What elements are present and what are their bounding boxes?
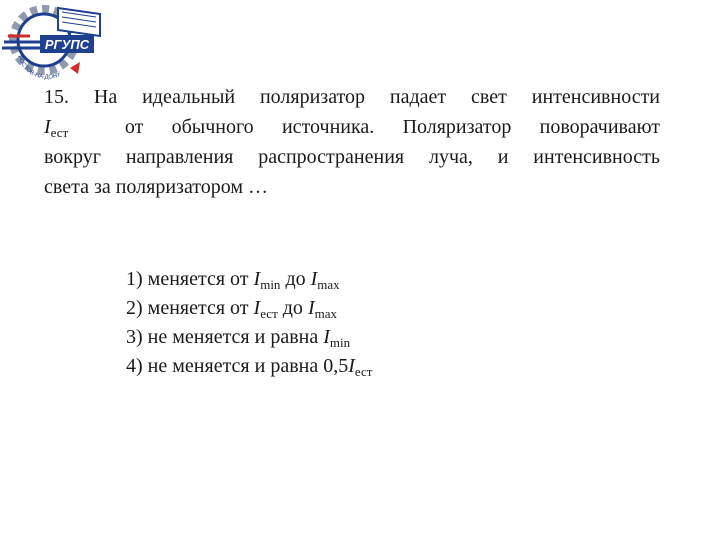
question-line-1: 15. На идеальный поляризатор падает свет интенсивности (44, 86, 661, 108)
university-logo (0, 0, 112, 80)
question-line-2: $I_{ест}$ от обычного источника. Поляризатор поворачивают (44, 116, 660, 140)
question-line-3: вокруг направления распространения луча, и интенсивность (44, 146, 660, 168)
logo-abbr: РГУПС (44, 37, 90, 52)
answer-option-4[interactable]: 4) не меняется и равна $0,5I_{ест}$ (126, 355, 373, 379)
answer-option-1[interactable]: 1) меняется от $I_{min}$ до $I_{max}$ (126, 268, 340, 292)
answer-option-3[interactable]: 3) не меняется и равна $I_{min}$ (126, 326, 351, 350)
logo-flag (70, 62, 80, 74)
question-line-4: света за поляризатором … (44, 176, 269, 198)
intensity-subscript: ест (50, 125, 69, 140)
rgups-emblem (0, 0, 112, 80)
logo-ring-text: РОСТОВ-НА-ДОНУ (16, 54, 62, 80)
book-icon (58, 8, 100, 36)
question-text (44, 82, 660, 202)
question-number: 15. (44, 86, 69, 108)
intensity-symbol: I (44, 116, 51, 138)
answer-options (126, 265, 372, 381)
answer-option-2[interactable]: 2) меняется от $I_{ест}$ до $I_{max}$ (126, 297, 337, 321)
